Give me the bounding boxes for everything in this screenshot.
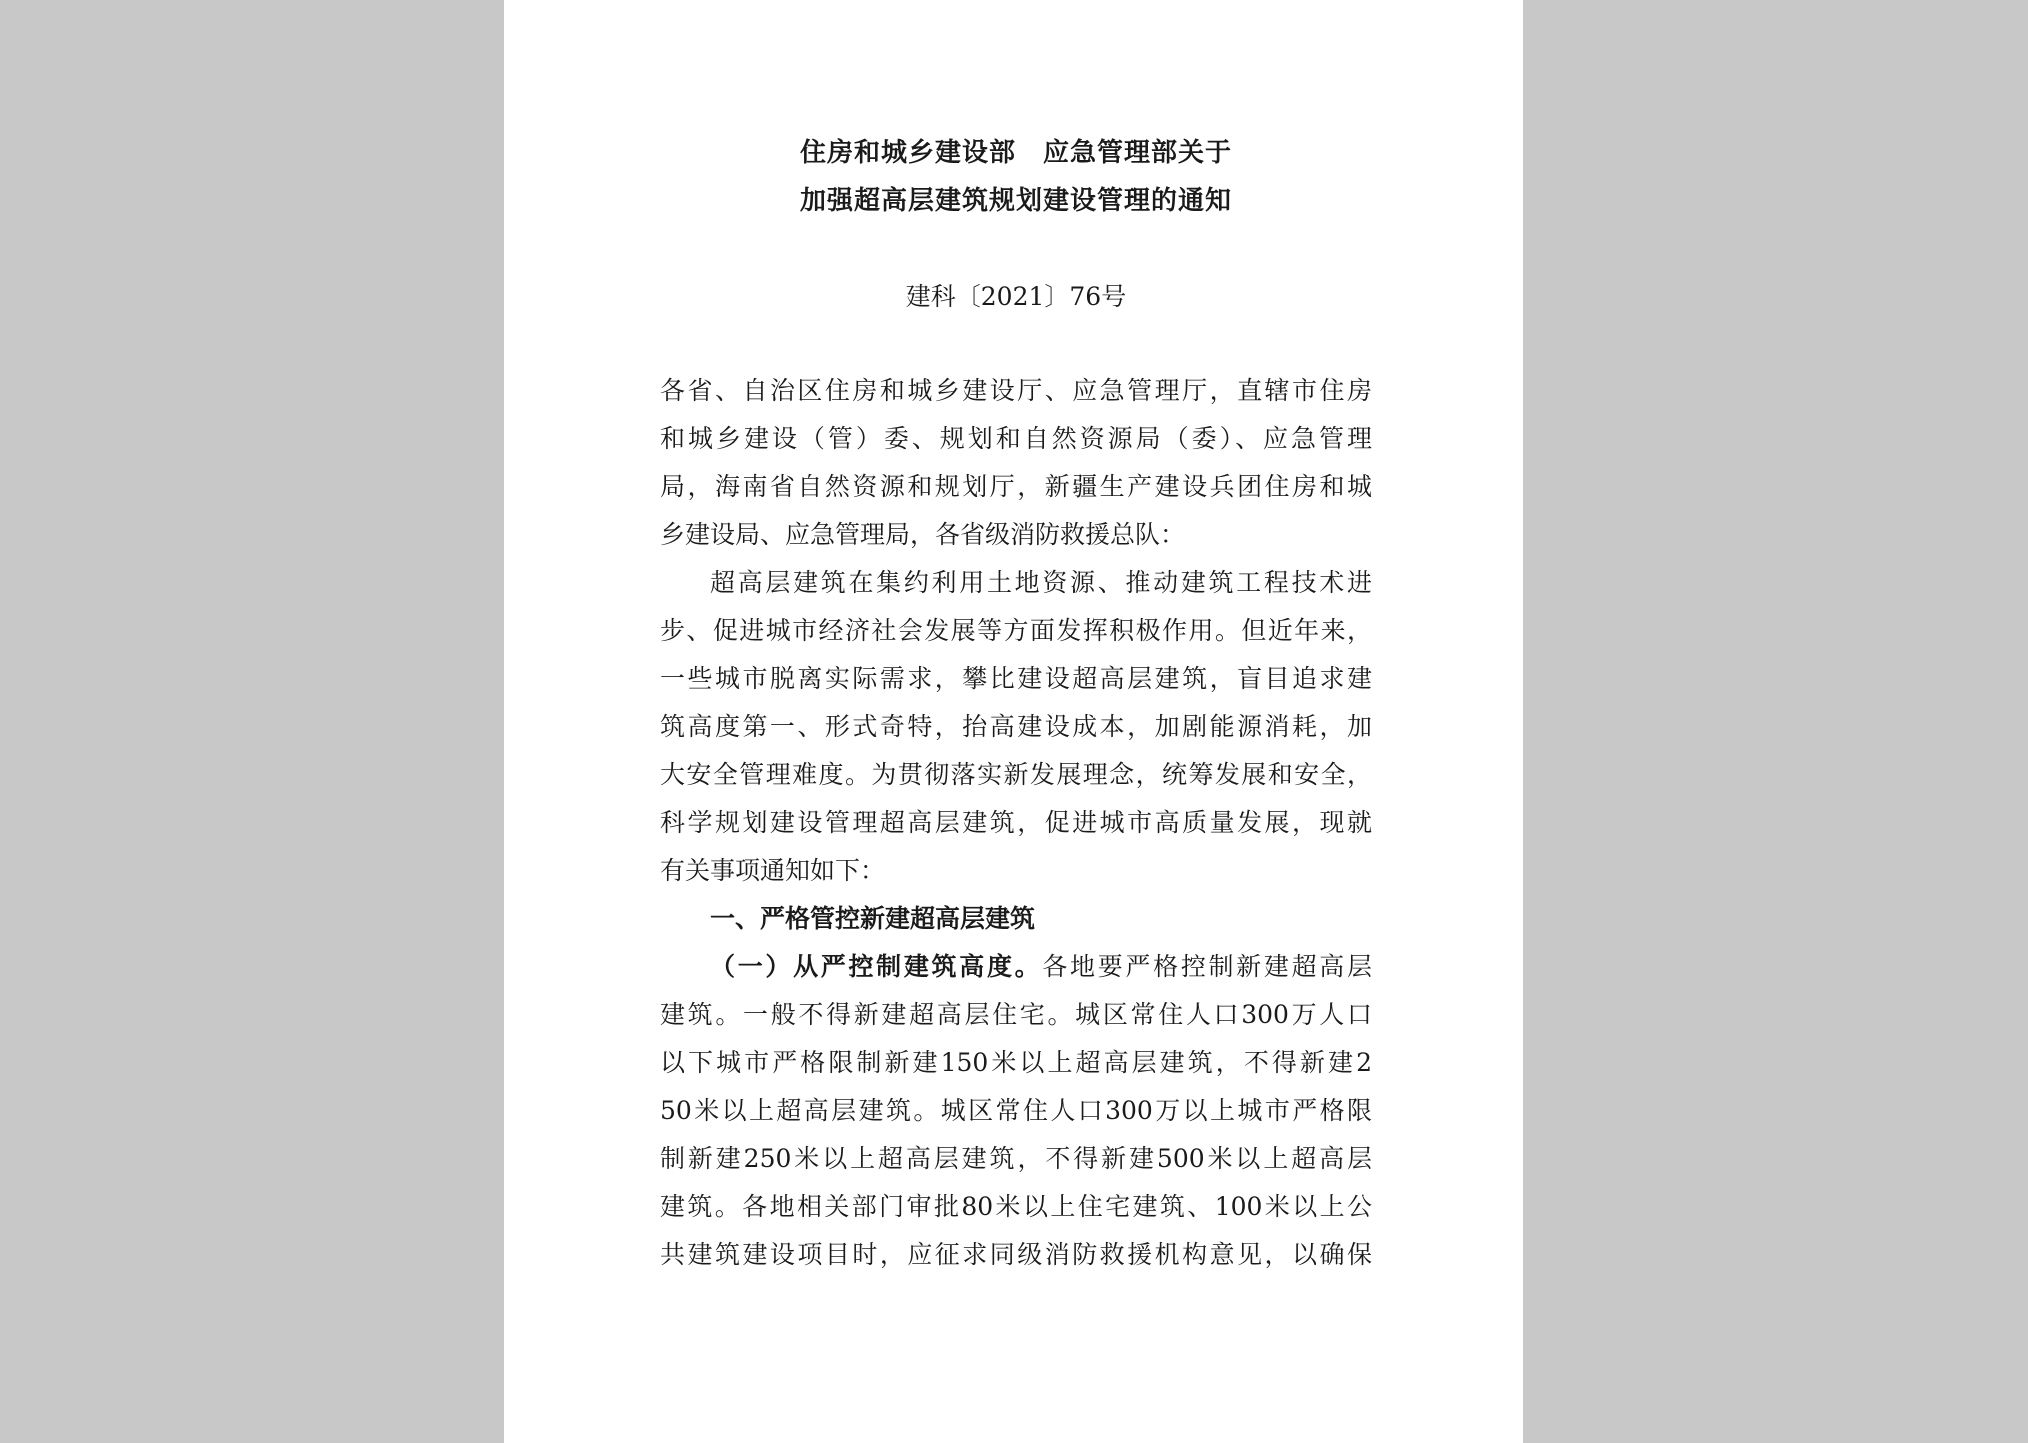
intro-line: 一些城市脱离实际需求，攀比建设超高层建筑，盲目追求建 (660, 664, 1372, 693)
intro-line: 步、促进城市经济社会发展等方面发挥积极作用。但近年来， (660, 616, 1372, 645)
intro-line: 科学规划建设管理超高层建筑，促进城市高质量发展，现就 (660, 808, 1372, 837)
item-1-line: 50米以上超高层建筑。城区常住人口300万以上城市严格限 (660, 1096, 1372, 1125)
item-1-line: 制新建250米以上超高层建筑，不得新建500米以上超高层 (660, 1144, 1372, 1173)
intro-line: 超高层建筑在集约利用土地资源、推动建筑工程技术进 (710, 568, 1372, 597)
item-1-first-line (710, 950, 1372, 984)
section-1-heading: 一、严格管控新建超高层建筑 (710, 904, 1036, 933)
document-title-line-1: 住房和城乡建设部 应急管理部关于 (799, 138, 1232, 168)
intro-line: 筑高度第一、形式奇特，抬高建设成本，加剧能源消耗，加 (660, 712, 1372, 741)
recipients-line: 和城乡建设（管）委、规划和自然资源局（委）、应急管理 (660, 424, 1372, 453)
intro-line: 有关事项通知如下： (660, 856, 886, 885)
item-1-line: 建筑。一般不得新建超高层住宅。城区常住人口300万人口 (660, 1000, 1372, 1029)
recipients-line: 局，海南省自然资源和规划厅，新疆生产建设兵团住房和城 (660, 472, 1372, 501)
document-title-line-2: 加强超高层建筑规划建设管理的通知 (799, 186, 1232, 216)
item-1-line: 建筑。各地相关部门审批80米以上住宅建筑、100米以上公 (660, 1192, 1372, 1221)
document-page (504, 0, 1523, 1443)
item-1-heading: （一）从严控制建筑高度。 (710, 952, 1043, 981)
intro-line: 大安全管理难度。为贯彻落实新发展理念，统筹发展和安全， (660, 760, 1372, 789)
document-number: 建科〔2021〕76号 (905, 282, 1127, 311)
recipients-line: 各省、自治区住房和城乡建设厅、应急管理厅，直辖市住房 (660, 376, 1372, 405)
item-1-line: 以下城市严格限制新建150米以上超高层建筑，不得新建2 (660, 1048, 1372, 1077)
item-1-first-rest: 各地要严格控制新建超高层 (1042, 952, 1372, 981)
item-1-line: 共建筑建设项目时，应征求同级消防救援机构意见，以确保 (660, 1240, 1372, 1269)
recipients-line: 乡建设局、应急管理局，各省级消防救援总队： (660, 520, 1186, 549)
